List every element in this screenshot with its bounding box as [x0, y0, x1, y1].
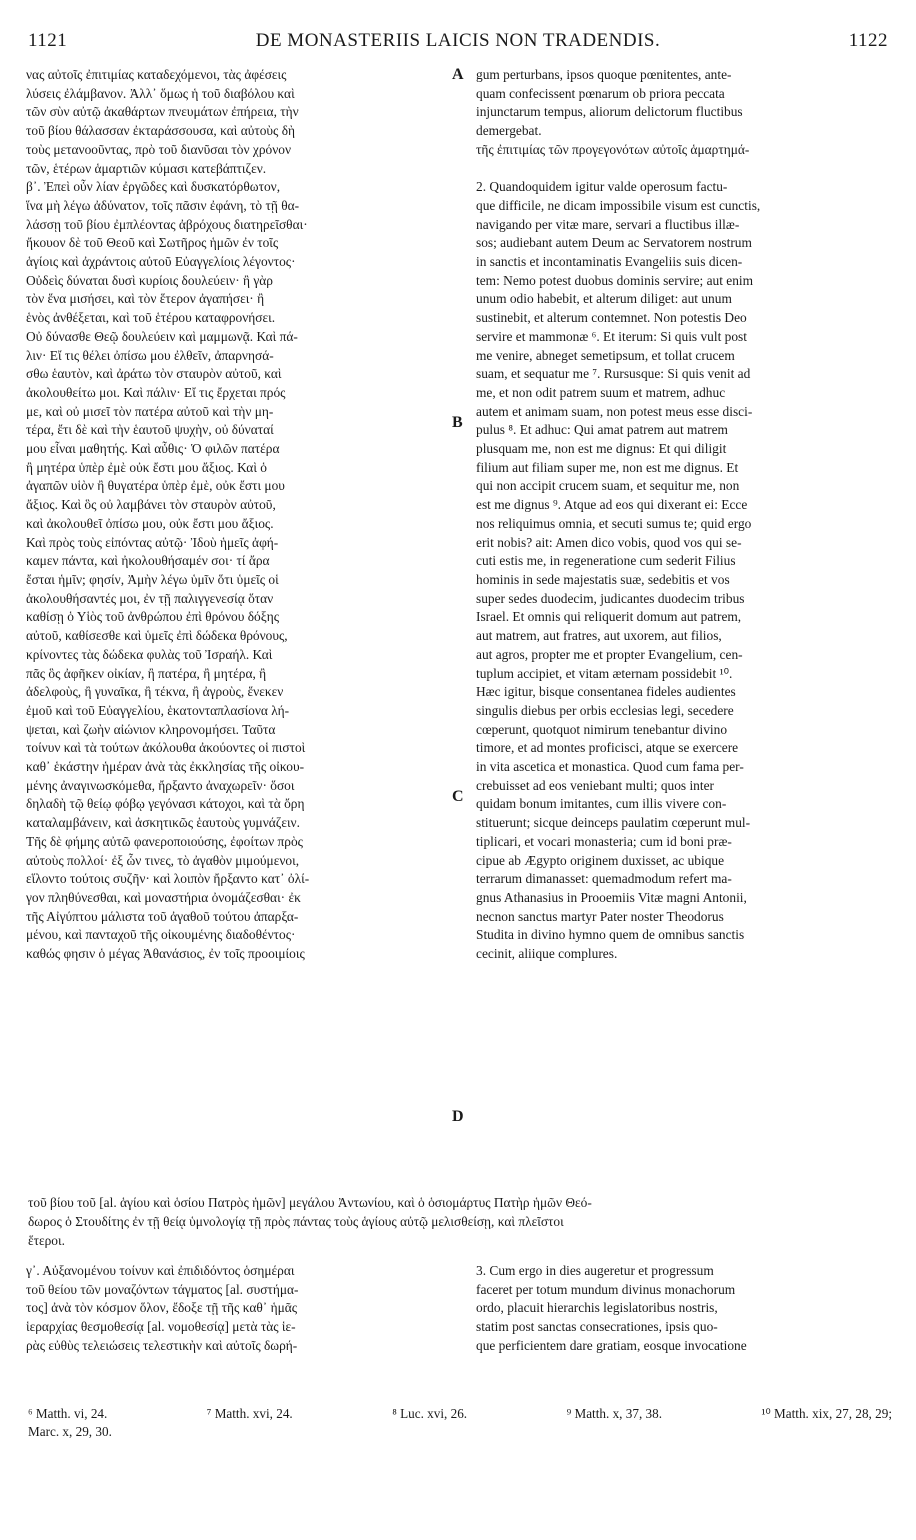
- text-line: stituerunt; sicque deinceps paulatim cœperunt mul-: [476, 815, 751, 831]
- text-line: καταλαμβάνειν, καὶ ἀσκητικῶς ἑαυτοὺς γυμνάζειν.: [26, 815, 300, 831]
- footnote: ⁸ Luc. xvi, 26.: [392, 1406, 468, 1421]
- span-line: δωρος ὁ Στουδίτης ἐν τῇ θείᾳ ὑμνολογίᾳ τῇ πρὸς πάντας τοὺς ἁγίους αὐτῷ μελισθείσῃ, καὶ πλεῖστοι: [28, 1214, 564, 1229]
- text-line: δηλαδὴ τῷ θείῳ φόβῳ γεγόνασι κάτοχοι, καὶ τὰ ὄρη: [26, 796, 305, 812]
- text-line: tuplum accipiet, et vitam æternam possidebit ¹⁰.: [476, 665, 733, 681]
- text-line: gnus Athanasius in Prooemiis Vitæ magni Antonii,: [476, 889, 747, 905]
- latin-column-2: [476, 1262, 890, 1356]
- text-line: [476, 160, 890, 179]
- text-line: tem: Nemo potest duobus dominis servire; aut enim: [476, 272, 754, 288]
- text-line: λιν· Εἴ τις θέλει ὀπίσω μου ἐλθεῖν, ἀπαρνησά-: [26, 347, 274, 363]
- text-line: τῆς ἐπιτιμίας τῶν προγεγονότων αὐτοῖς ἁμαρτημά-: [476, 141, 750, 157]
- text-line: ἐμοῦ καὶ τοῦ Εὐαγγελίου, ἑκατονταπλασίονα λή-: [26, 702, 290, 718]
- text-line: καμεν πάντα, καὶ ἠκολουθήσαμέν σοι· τί ἄρα: [26, 553, 270, 569]
- text-line: Καὶ πρὸς τοὺς εἰπόντας αὐτῷ· Ἰδοὺ ἡμεῖς ἀφή-: [26, 534, 279, 550]
- text-line: necnon sanctus martyr Pater noster Theodorus: [476, 908, 724, 924]
- text-line: 3. Cum ergo in dies augeretur et progressum: [476, 1263, 714, 1278]
- margin-letter-b: B: [452, 414, 463, 431]
- latin-column: [476, 66, 890, 964]
- text-line: plusquam me, non est me dignus: Et qui diligit: [476, 441, 727, 457]
- footnote-row: [28, 1405, 892, 1423]
- text-line: crebuisset ad eos veniebant multi; quos inter: [476, 777, 714, 793]
- text-line: ἀδελφοὺς, ἢ γυναῖκα, ἢ τέκνα, ἢ ἀγροὺς, ἕνεκεν: [26, 684, 284, 700]
- text-line: in vita ascetica et monastica. Quod cum fama per-: [476, 759, 744, 775]
- running-title: DE MONASTERIIS LAICIS NON TRADENDIS.: [255, 30, 661, 51]
- text-line: τῶν, ἑτέρων ἁμαρτιῶν κύμασι κατεβάπτιζεν.: [26, 160, 267, 176]
- text-line: ρὰς εὐθὺς τελειώσεις τελεστικὴν καὶ αὐτοῖς δωρή-: [26, 1337, 298, 1353]
- text-line: est me dignus ⁹. Atque ad eos qui dixerant ei: Ecce: [476, 497, 748, 513]
- footnote: ⁹ Matth. x, 37, 38.: [566, 1406, 663, 1421]
- text-line: nos reliquimus omnia, et secuti sumus te; quid ergo: [476, 515, 752, 531]
- text-line: τῆς Αἰγύπτου μάλιστα τοῦ ἀγαθοῦ τούτου ἀπαρξα-: [26, 908, 299, 924]
- text-line: αὐτοὺς πολλοί· ἐξ ὧν τινες, τὸ ἀγαθὸν μιμούμενοι,: [26, 852, 300, 868]
- greek-column: [26, 66, 454, 964]
- text-line: καθ᾽ ἑκάστην ἡμέραν ἀνὰ τὰς ἐκκλησίας τῆς οἰκου-: [26, 759, 305, 775]
- text-line: super sedes duodecim, judicantes duodecim tribus: [476, 590, 745, 606]
- text-line: cecinit, aliique complures.: [476, 946, 618, 962]
- footnote: ¹⁰ Matth. xix, 27, 28, 29;: [761, 1406, 892, 1421]
- text-line: τῶν σὺν αὐτῷ ἀκαθάρτων πνευμάτων ἐπήρεια, τὴν: [26, 104, 299, 120]
- text-line: Οὐ δύνασθε Θεῷ δουλεύειν καὶ μαμμωνᾷ. Καὶ πά-: [26, 328, 298, 344]
- footnote-continuation: Marc. x, 29, 30.: [28, 1424, 112, 1439]
- text-line: ἀκολουθείτω μοι. Καὶ πάλιν· Εἴ τις ἔρχεται πρός: [26, 384, 286, 400]
- text-line: pulus ⁸. Et adhuc: Qui amat patrem aut matrem: [476, 422, 728, 438]
- text-line: que difficile, ne dicam impossibile visum est cunctis,: [476, 197, 761, 213]
- text-line: demergebat.: [476, 123, 542, 139]
- margin-letter-d: D: [452, 1108, 464, 1125]
- text-line: με, καὶ οὐ μισεῖ τὸν πατέρα αὐτοῦ καὶ τὴν μη-: [26, 403, 274, 419]
- text-line: aut matrem, aut fratres, aut uxorem, aut filios,: [476, 628, 722, 644]
- text-line: Hæc igitur, bisque consentanea fideles audientes: [476, 684, 736, 700]
- text-line: κρίνοντες τὰς δώδεκα φυλὰς τοῦ Ἰσραήλ. Καὶ: [26, 646, 273, 662]
- text-line: 2. Quandoquidem igitur valde operosum factu-: [476, 179, 728, 195]
- text-line: γον πληθύνεσθαι, καὶ μοναστήρια ὀνομάζεσθαι· ἐκ: [26, 889, 301, 905]
- text-line: me, et non odit patrem suum et matrem, adhuc: [476, 384, 726, 400]
- text-line: ἑνὸς ἀνθέξεται, καὶ τοῦ ἑτέρου καταφρονήσει.: [26, 310, 276, 326]
- footnotes: [28, 1405, 892, 1441]
- text-line: καθώς φησιν ὁ μέγας Ἀθανάσιος, ἐν τοῖς προοιμίοις: [26, 946, 305, 962]
- text-line: ἄξιος. Καὶ ὃς οὐ λαμβάνει τὸν σταυρὸν αὐτοῦ,: [26, 497, 276, 513]
- text-line: sos; audiebant autem Deum ac Servatorem nostrum: [476, 235, 752, 251]
- text-line: β᾽. Ἐπεὶ οὖν λίαν ἐργῶδες καὶ δυσκατόρθωτον,: [26, 179, 281, 195]
- text-line: καθίσῃ ὁ Υἱὸς τοῦ ἀνθρώπου ἐπὶ θρόνου δόξης: [26, 609, 279, 625]
- text-line: πᾶς ὃς ἀφῆκεν οἰκίαν, ἢ πατέρα, ἢ μητέρα, ἢ: [26, 665, 267, 681]
- text-line: τος] ἀνὰ τὸν κόσμον ὅλον, ἔδοξε τῇ τῆς καθ᾽ ἡμᾶς: [26, 1300, 298, 1316]
- text-line: statim post sanctas consecrationes, ipsis quo-: [476, 1319, 718, 1335]
- text-line: que perficientem dare gratiam, eosque invocatione: [476, 1337, 747, 1353]
- text-line: ἤκουον δὲ τοῦ Θεοῦ καὶ Σωτῆρος ἡμῶν ἐν τοῖς: [26, 235, 279, 251]
- text-line: me venire, abneget semetipsum, et tollat crucem: [476, 347, 735, 363]
- text-line: καὶ ἀκολουθεῖ ὀπίσω μου, οὐκ ἔστι μου ἄξιος.: [26, 515, 274, 531]
- text-line: μου εἶναι μαθητής. Καὶ αὖθις· Ὁ φιλῶν πατέρα: [26, 441, 280, 457]
- text-line: hominis in sede majestatis suæ, sedebitis et vos: [476, 571, 730, 587]
- text-line: Τῆς δὲ φήμης αὐτῶ φανεροποιούσης, ἐφοίτων πρὸς: [26, 833, 303, 849]
- text-line: ἀγαπῶν υἱὸν ἢ θυγατέρα ὑπὲρ ἐμὲ, οὐκ ἔστι μου: [26, 478, 285, 494]
- text-line: terrarum dimanasset: quemadmodum refert ma-: [476, 871, 732, 887]
- text-line: τέρα, ἔτι δὲ καὶ τὴν ἑαυτοῦ ψυχὴν, οὐ δύναταί: [26, 422, 274, 438]
- text-line: μένης ἀναγινωσκόμεθα, ἤρξαντο ἀναχωρεῖν· ὅσοι: [26, 777, 295, 793]
- text-line: quam confecissent pœnarum ob priora peccata: [476, 85, 725, 101]
- text-line: cœperunt, quotquot nimirum tenebantur divino: [476, 721, 728, 737]
- margin-letter-a: A: [452, 66, 464, 83]
- text-line: gum perturbans, ipsos quoque pœnitentes, ante-: [476, 67, 732, 82]
- text-line: ordo, placuit hierarchis legislatoribus nostris,: [476, 1300, 718, 1316]
- text-line: ἀκολουθήσαντές μοι, ἐν τῇ παλιγγενεσίᾳ ὅταν: [26, 590, 274, 606]
- page-number-right: 1122: [848, 30, 888, 51]
- text-line: faceret per totum mundum divinus monachorum: [476, 1281, 736, 1297]
- text-line: in sanctis et incontaminatis Evangeliis suis dicen-: [476, 254, 743, 270]
- text-line: navigando per vitæ mare, servari a fluctibus illæ-: [476, 216, 740, 232]
- text-line: timore, et ad montes proficisci, atque se exercere: [476, 740, 739, 756]
- text-line: νας αὐτοῖς ἐπιτιμίας καταδεχόμενοι, τὰς ἀφέσεις: [26, 67, 287, 82]
- span-line: ἕτεροι.: [28, 1233, 65, 1248]
- page-number-left: 1121: [28, 30, 68, 51]
- text-line: ψεται, καὶ ζωὴν αἰώνιον κληρονομήσει. Ταῦτα: [26, 721, 276, 737]
- text-line: τοῦ βίου θάλασσαν ἐκταράσσουσα, καὶ αὐτοὺς δὴ: [26, 123, 296, 139]
- text-line: quidam bonum imitantes, cum illis vivere con-: [476, 796, 727, 812]
- text-line: ἢ μητέρα ὑπὲρ ἐμὲ οὐκ ἔστι μου ἄξιος. Καὶ ὁ: [26, 459, 267, 475]
- text-line: filium aut filiam super me, non est me dignus. Et: [476, 459, 739, 475]
- footnote: ⁶ Matth. vi, 24.: [28, 1406, 108, 1421]
- text-line: λύσεις ἐλάμβανον. Ἀλλ᾽ ὅμως ἡ τοῦ διαβόλου καὶ: [26, 85, 295, 101]
- text-line: sustinebit, et alterum contemnet. Non potestis Deo: [476, 310, 747, 326]
- text-line: autem et animam suam, non potest meus esse disci-: [476, 403, 753, 419]
- page-header: [28, 30, 888, 58]
- text-line: σθω ἑαυτὸν, καὶ ἀράτω τὸν σταυρὸν αὐτοῦ, καὶ: [26, 366, 282, 382]
- text-line: singulis diebus per orbis ecclesias legi, secedere: [476, 702, 734, 718]
- text-line: τοῦ θείου τῶν μοναζόντων τάγματος [al. συστήμα-: [26, 1281, 299, 1297]
- text-line: tiplicari, et vocari monasteria; cum id boni præ-: [476, 833, 732, 849]
- text-line: εἵλοντο τούτοις συζῆν· καὶ λοιπὸν ἤρξαντο κατ᾽ ὀλί-: [26, 871, 310, 887]
- margin-letter-c: C: [452, 788, 464, 805]
- text-line: αὐτοῦ, καθίσεσθε καὶ ὑμεῖς ἐπὶ δώδεκα θρόνους,: [26, 628, 288, 644]
- text-line: servire et mammonæ ⁶. Et iterum: Si quis vult post: [476, 328, 747, 344]
- greek-column-2: [26, 1262, 454, 1356]
- span-line: τοῦ βίου τοῦ [al. ἁγίου καὶ ὁσίου Πατρὸς ἡμῶν] μεγάλου Ἀντωνίου, καὶ ὁ ὁσιομάρτυς Πατὴρ ἡμῶν Θεό-: [28, 1195, 592, 1210]
- text-line: γ᾽. Αὐξανομένου τοίνυν καὶ ἐπιδιδόντος ὁσημέραι: [26, 1263, 295, 1278]
- text-line: erit nobis? ait: Amen dico vobis, quod vos qui se-: [476, 534, 742, 550]
- footnote: ⁷ Matth. xvi, 24.: [206, 1406, 293, 1421]
- text-line: aut agros, propter me et propter Evangelium, cen-: [476, 646, 743, 662]
- text-line: τοὺς μετανοοῦντας, πρὸ τοῦ διανῦσαι τὸν χρόνον: [26, 141, 292, 157]
- text-line: τοίνυν καὶ τὰ τούτων ἀκόλουθα ἀκούοντες οἱ πιστοὶ: [26, 740, 306, 756]
- text-line: μένου, καὶ πανταχοῦ τῆς οἰκουμένης διαδοθέντος·: [26, 927, 296, 943]
- text-line: ἵνα μὴ λέγω ἀδύνατον, τοῖς πᾶσιν ἐφάνη, τὸ τῇ θα-: [26, 197, 300, 213]
- text-line: injunctarum tempus, aliorum delictorum fluctibus: [476, 104, 743, 120]
- text-line: cuti estis me, in regeneratione cum sederit Filius: [476, 553, 736, 569]
- text-line: Studita in divino hymno quem de omnibus sanctis: [476, 927, 745, 943]
- text-line: Israel. Et omnis qui reliquerit domum aut patrem,: [476, 609, 742, 625]
- text-line: ἁγίοις καὶ ἀχράντοις αὐτοῦ Εὐαγγελίοις λέγοντος·: [26, 254, 296, 270]
- text-line: unum odio habebit, et alterum diliget: aut unum: [476, 291, 732, 307]
- text-line: τὸν ἕνα μισήσει, καὶ τὸν ἕτερον ἀγαπήσει· ἢ: [26, 291, 265, 307]
- text-line: ἱεραρχίας θεσμοθεσίᾳ [al. νομοθεσίᾳ] μετὰ τὰς ἱε-: [26, 1319, 296, 1335]
- text-line: λάσσῃ τοῦ βίου ἐμπλέοντας ἀβρόχους διατηρεῖσθαι·: [26, 216, 308, 232]
- text-line: qui non accipit crucem suam, et sequitur me, non: [476, 478, 740, 494]
- text-line: Οὐδεὶς δύναται δυσὶ κυρίοις δουλεύειν· ἢ γὰρ: [26, 272, 273, 288]
- text-line: ἔσται ἡμῖν; φησίν, Ἀμὴν λέγω ὑμῖν ὅτι ὑμεῖς οἱ: [26, 571, 279, 587]
- text-line: cipue ab Ægypto originem duxisset, ac ubique: [476, 852, 725, 868]
- text-line: suam, et sequatur me ⁷. Rursusque: Si quis venit ad: [476, 366, 751, 382]
